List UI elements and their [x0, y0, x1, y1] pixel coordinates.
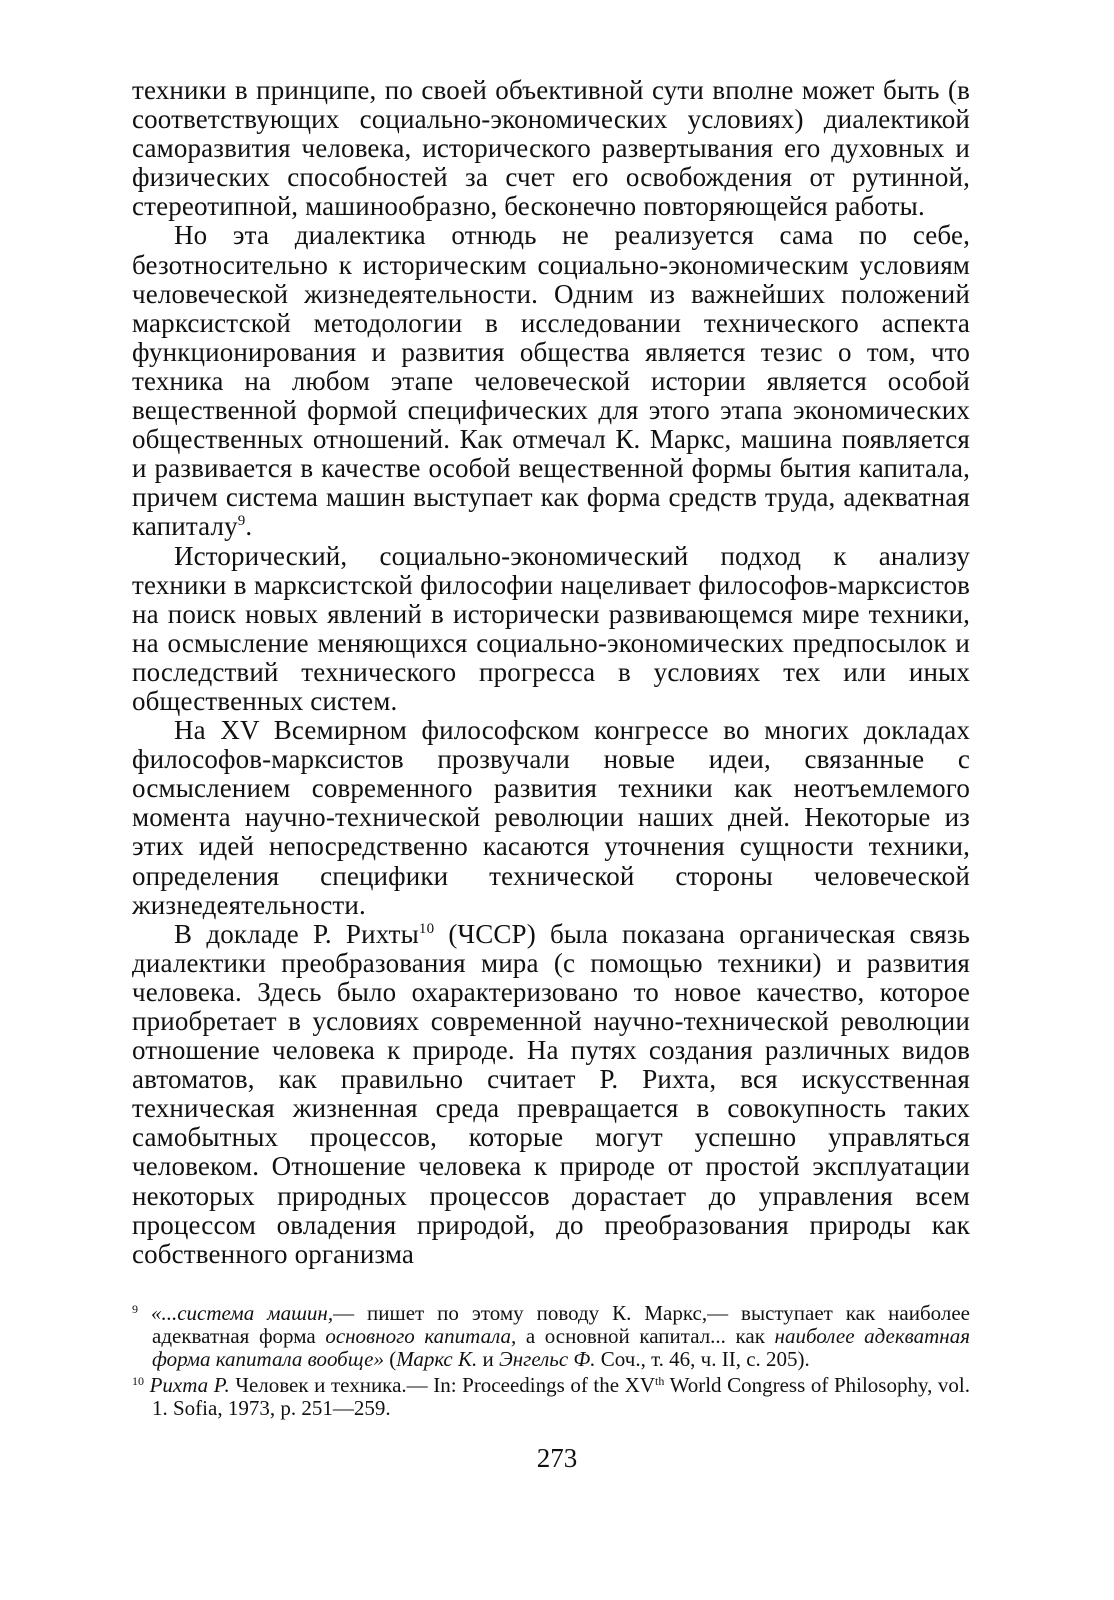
footnote-9-italic-2: основного капитала, [325, 1324, 517, 1349]
page-number: 273 [536, 1443, 578, 1473]
paragraph-5-rest: (ЧССР) была показана органическая связь диалектики преобразования мира (с помощью техники) и развития человека. Здесь было охарактеризовано то новое качество, которое приобретает в условиях современной научно-технической революции отношение человека к природе. На путях создания различных видов автоматов, как правильно считает Р. Рихта, вся искусственная техническая жизненная среда превращается в совокупность таких самобытных процессов, которые могут успешно управляться человеком. Отношение человека к природе от простой эксплуатации некоторых природных процессов дорастает до управления всем процессом овладения природой, до преобразования природы как собственного организма [132, 918, 970, 1269]
footnote-9-text-2: а основной капитал... как [516, 1324, 775, 1349]
footnote-9-text-5: Соч., т. 46, ч. II, с. 205). [595, 1347, 810, 1372]
footnote-9-mark: 9 [132, 1302, 138, 1316]
paragraph-2 [132, 221, 970, 541]
footnote-10-author: Рихта Р. [149, 1372, 230, 1397]
footnote-9 [132, 1302, 970, 1372]
footnote-9-author-1: Маркс К. [396, 1347, 478, 1372]
footnote-9-quote: «...система машин, [150, 1301, 334, 1325]
footnote-10-superscript: th [655, 1373, 665, 1388]
paragraph-1: техники в принципе, по своей объективной сути вполне может быть (в соответствующих социально-экономических условиях) диалектикой саморазвития человека, исторического развертывания его духовных и физических способностей за счет его освобождения от рутинной, стереотипной, машинообразно, бесконечно повторяющейся работы. [132, 75, 970, 222]
footnote-ref-10: 10 [418, 920, 435, 937]
footnotes [132, 1302, 970, 1420]
paragraph-5-start: В докладе Р. Рихты [174, 918, 419, 949]
paragraph-5 [132, 920, 970, 1269]
footnote-9-author-2: Энгельс Ф. [498, 1347, 596, 1372]
footnote-10-text-2: World Congress of Philosophy, vol. 1. Sofia, 1973, p. 251—259. [152, 1372, 971, 1420]
footnote-ref-9: 9 [237, 513, 246, 530]
footnote-10-mark: 10 [132, 1373, 144, 1388]
footnote-10-text-1: Человек и техника.— In: Proceedings of the XV [229, 1372, 656, 1397]
footnote-9-text-1: — пишет по этому поводу К. Маркс,— выступает как наиболее адекватная форма [152, 1301, 970, 1349]
footnote-9-text-4: и [477, 1347, 499, 1372]
footnote-9-text-3: ( [383, 1347, 397, 1372]
paragraph-3: Исторический, социально-экономический подход к анализу техники в марксистской философии нацеливает философов-марксистов на поиск новых явлений в исторически развивающемся мире техники, на осмысление меняющихся социально-экономических предпосылок и последствий технического прогресса в условиях тех или иных общественных систем. [132, 540, 970, 716]
footnote-10 [132, 1374, 970, 1420]
paragraph-4: На XV Всемирном философском конгрессе во многих докладах философов-марксистов прозвучали новые идеи, связанные с осмыслением современного развития техники как неотъемлемого момента научно-технической революции наших дней. Некоторые из этих идей непосредственно касаются уточнения сущности техники, определения специфики технической стороны человеческой жизнедеятельности. [132, 715, 970, 920]
paragraph-2-period: . [245, 511, 253, 542]
footnote-9-italic-3: наиболее адекватная форма капитала вообще» [152, 1324, 970, 1372]
paragraph-2-text: Но эта диалектика отнюдь не реализуется сама по себе, безотносительно к историческим социально-экономическим условиям человеческой жизнедеятельности. Одним из важнейших положений марксистской методологии в исследовании технического аспекта функционирования и развития общества является тезис о том, что техника на любом этапе человеческой истории является особой вещественной формой специфических для этого этапа экономических общественных отношений. Как отмечал К. Маркс, машина появляется и развивается в качестве особой вещественной формы бытия капитала, причем система машин выступает как форма средств труда, адекватная капиталу [132, 220, 970, 542]
main-text [132, 76, 970, 1269]
